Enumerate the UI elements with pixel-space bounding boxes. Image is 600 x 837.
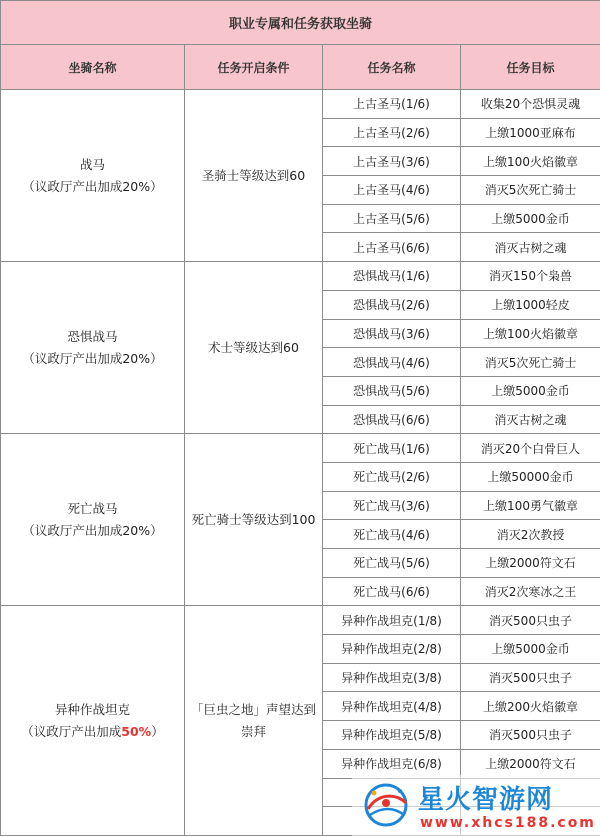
quest-goal-cell: 消灭2次教授 xyxy=(461,520,600,549)
header-quest-condition: 任务开启条件 xyxy=(185,45,323,90)
quest-name-cell: 死亡战马(5/6) xyxy=(323,549,461,578)
quest-goal-cell: 消灭5次死亡骑士 xyxy=(461,176,600,205)
quest-name-cell: 死亡战马(3/6) xyxy=(323,491,461,520)
table-row xyxy=(1,262,600,291)
mount-bonus-prefix: （议政厅产出加成 xyxy=(21,723,122,739)
mount-bonus-suffix: ） xyxy=(150,522,163,538)
quest-name-cell: 上古圣马(6/6) xyxy=(323,233,461,262)
quest-name-cell: 上古圣马(4/6) xyxy=(323,176,461,205)
watermark-url: www.xhcs188.com xyxy=(420,815,596,831)
quest-goal-cell: 上缴5000金币 xyxy=(461,376,600,405)
mount-bonus-value: 20% xyxy=(122,350,151,366)
mount-bonus-prefix: （议政厅产出加成 xyxy=(22,522,123,538)
quest-goal-cell: 上缴5000金币 xyxy=(461,204,600,233)
quest-goal-cell: 上缴100勇气徽章 xyxy=(461,491,600,520)
quest-name-cell: 恐惧战马(1/6) xyxy=(323,262,461,291)
quest-condition-cell: 「巨虫之地」声望达到崇拜 xyxy=(185,606,323,836)
quest-goal-cell: 消灭5次死亡骑士 xyxy=(461,348,600,377)
watermark-site-name: 星火智游网 xyxy=(418,785,554,815)
quest-goal-cell: 上缴1000轻皮 xyxy=(461,290,600,319)
quest-name-cell: 上古圣马(5/6) xyxy=(323,204,461,233)
mount-bonus-value: 50% xyxy=(121,723,152,739)
quest-name-cell: 恐惧战马(5/6) xyxy=(323,376,461,405)
quest-goal-cell: 上缴2000符文石 xyxy=(461,549,600,578)
site-watermark xyxy=(352,775,600,837)
quest-name-cell: 异种作战坦克(2/8) xyxy=(323,635,461,664)
quest-name-cell: 上古圣马(1/6) xyxy=(323,90,461,119)
quest-goal-cell: 消灭500只虫子 xyxy=(461,606,600,635)
quest-name-cell: 上古圣马(2/6) xyxy=(323,118,461,147)
mount-name-cell xyxy=(1,90,185,262)
quest-name-cell: 异种作战坦克(3/8) xyxy=(323,663,461,692)
table-row xyxy=(1,90,600,119)
quest-goal-cell: 消灭150个枭兽 xyxy=(461,262,600,291)
quest-goal-cell: 上缴1000亚麻布 xyxy=(461,118,600,147)
table-body xyxy=(1,90,600,836)
quest-goal-cell: 上缴2000符文石 xyxy=(461,749,600,778)
quest-goal-cell: 上缴5000金币 xyxy=(461,635,600,664)
quest-goal-cell: 上缴50000金币 xyxy=(461,462,600,491)
mount-name-cell xyxy=(1,606,185,836)
mount-bonus-suffix: ） xyxy=(150,178,163,194)
mount-bonus-value: 20% xyxy=(122,178,151,194)
quest-name-cell: 异种作战坦克(4/8) xyxy=(323,692,461,721)
quest-condition-cell: 死亡骑士等级达到100 xyxy=(185,434,323,606)
quest-goal-cell: 消灭古树之魂 xyxy=(461,233,600,262)
mount-name-cell xyxy=(1,434,185,606)
quest-name-cell: 上古圣马(3/6) xyxy=(323,147,461,176)
quest-name-cell: 异种作战坦克(6/8) xyxy=(323,749,461,778)
globe-swirl-icon xyxy=(360,779,412,831)
quest-goal-cell: 上缴100火焰徽章 xyxy=(461,147,600,176)
table-row xyxy=(1,606,600,635)
mount-bonus xyxy=(5,348,180,370)
quest-goal-cell: 上缴100火焰徽章 xyxy=(461,319,600,348)
table-row xyxy=(1,434,600,463)
quest-name-cell: 异种作战坦克(5/8) xyxy=(323,721,461,750)
quest-name-cell: 异种作战坦克(1/8) xyxy=(323,606,461,635)
mount-bonus-suffix: ） xyxy=(150,350,163,366)
mount-bonus-prefix: （议政厅产出加成 xyxy=(22,178,123,194)
quest-name-cell: 恐惧战马(4/6) xyxy=(323,348,461,377)
mount-name-cell xyxy=(1,262,185,434)
quest-goal-cell: 消灭500只虫子 xyxy=(461,663,600,692)
header-quest-name: 任务名称 xyxy=(323,45,461,90)
mount-bonus-value: 20% xyxy=(122,522,151,538)
quest-name-cell: 死亡战马(4/6) xyxy=(323,520,461,549)
quest-name-cell: 恐惧战马(2/6) xyxy=(323,290,461,319)
quest-condition-cell: 圣骑士等级达到60 xyxy=(185,90,323,262)
table-title: 职业专属和任务获取坐骑 xyxy=(1,1,600,45)
quest-goal-cell: 上缴200火焰徽章 xyxy=(461,692,600,721)
quest-name-cell: 死亡战马(2/6) xyxy=(323,462,461,491)
quest-condition-cell: 术士等级达到60 xyxy=(185,262,323,434)
quest-name-cell: 死亡战马(6/6) xyxy=(323,577,461,606)
header-quest-goal: 任务目标 xyxy=(461,45,600,90)
quest-name-cell: 恐惧战马(6/6) xyxy=(323,405,461,434)
quest-name-cell: 恐惧战马(3/6) xyxy=(323,319,461,348)
quest-goal-cell: 消灭20个白骨巨人 xyxy=(461,434,600,463)
quest-goal-cell: 消灭2次寒冰之王 xyxy=(461,577,600,606)
mount-bonus-prefix: （议政厅产出加成 xyxy=(22,350,123,366)
mount-bonus xyxy=(5,176,180,198)
quest-name-cell: 死亡战马(1/6) xyxy=(323,434,461,463)
mount-bonus-suffix: ） xyxy=(151,723,164,739)
quest-goal-cell: 收集20个恐惧灵魂 xyxy=(461,90,600,119)
mount-bonus xyxy=(5,721,180,743)
mount-name: 恐惧战马 xyxy=(67,328,118,344)
header-mount-name: 坐骑名称 xyxy=(1,45,185,90)
quest-goal-cell: 消灭500只虫子 xyxy=(461,721,600,750)
mount-bonus xyxy=(5,520,180,542)
quest-goal-cell: 消灭古树之魂 xyxy=(461,405,600,434)
mount-name: 战马 xyxy=(79,156,105,172)
mount-name: 异种作战坦克 xyxy=(54,701,130,717)
mount-name: 死亡战马 xyxy=(67,500,118,516)
